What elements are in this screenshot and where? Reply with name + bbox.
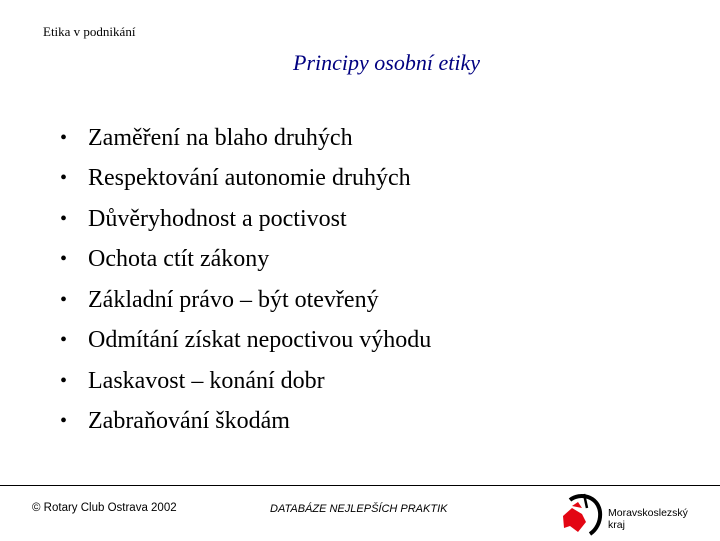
bullet-text: Důvěryhodnost a poctivost [88,205,347,232]
region-logo-text [608,507,688,531]
slide-title: Principy osobní etiky [293,50,480,75]
list-item [60,199,431,240]
bullet-text: Laskavost – konání dobr [88,367,325,394]
list-item [60,321,431,362]
bullet-icon: • [60,329,68,352]
bullet-text: Zabraňování škodám [88,408,290,435]
bullet-icon: • [60,410,68,433]
bullet-icon: • [60,288,68,311]
bullet-icon: • [60,369,68,392]
logo-line-2: kraj [608,519,625,531]
header-label: Etika v podnikání [43,24,136,39]
bullet-list [60,118,431,442]
region-emblem-icon [560,492,606,538]
footer-database-label: DATABÁZE NEJLEPŠÍCH PRAKTIK [270,503,448,515]
bullet-text: Základní právo – být otevřený [88,286,379,313]
list-item [60,361,431,402]
bullet-icon: • [60,207,68,230]
list-item [60,240,431,281]
list-item [60,118,431,159]
logo-line-1: Moravskoslezský [608,507,688,519]
bullet-text: Ochota ctít zákony [88,246,270,273]
footer-copyright: © Rotary Club Ostrava 2002 [32,502,177,514]
bullet-icon: • [60,248,68,271]
bullet-text: Respektování autonomie druhých [88,165,411,192]
list-item [60,402,431,443]
list-item [60,280,431,321]
list-item [60,159,431,200]
bullet-icon: • [60,167,68,190]
footer [0,485,720,541]
bullet-icon: • [60,126,68,149]
region-logo [560,492,720,538]
bullet-text: Zaměření na blaho druhých [88,124,353,151]
bullet-text: Odmítání získat nepoctivou výhodu [88,327,432,354]
